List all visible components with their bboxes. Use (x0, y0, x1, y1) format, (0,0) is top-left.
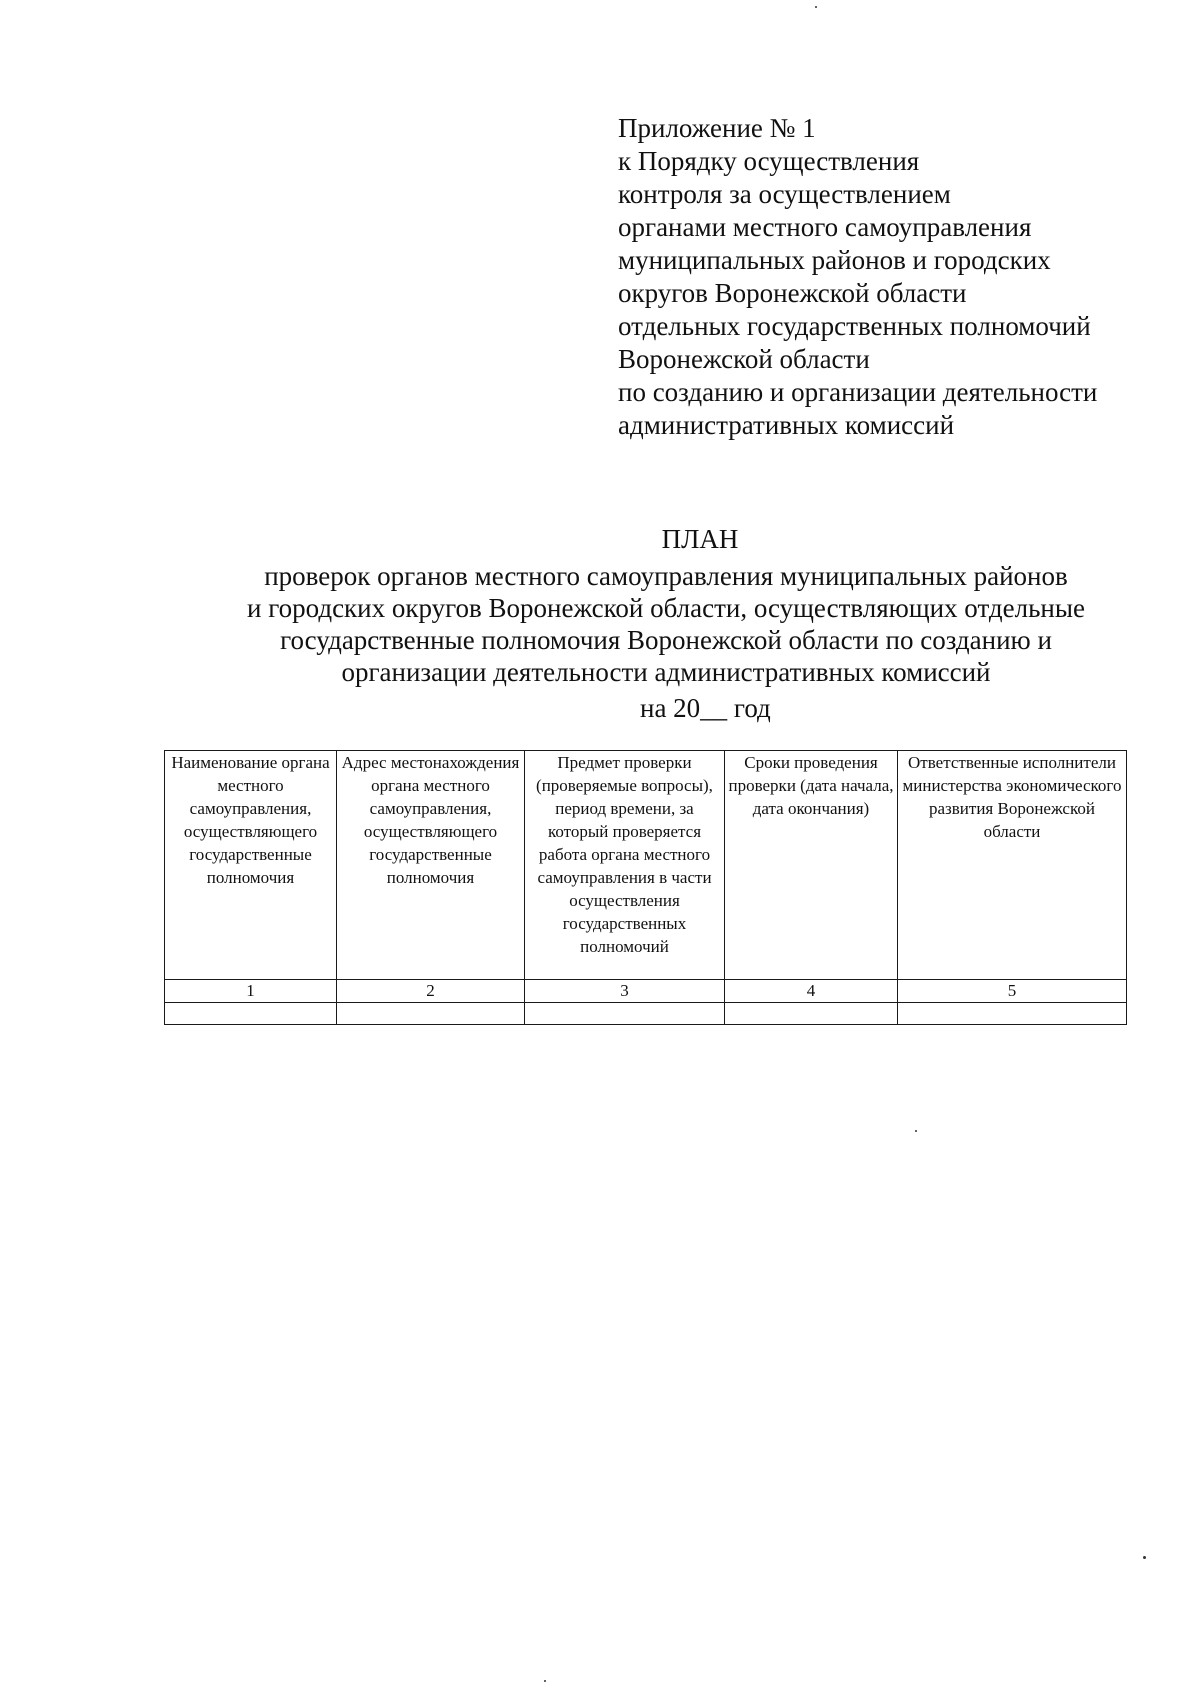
scan-speck (1143, 1556, 1146, 1559)
table-cell (898, 1003, 1127, 1025)
table-cell (165, 1003, 337, 1025)
appendix-line: органами местного самоуправления (618, 212, 1032, 242)
appendix-line: по созданию и организации деятельности (618, 377, 1098, 407)
table-cell (725, 1003, 898, 1025)
appendix-line: к Порядку осуществления (618, 146, 920, 176)
scan-speck (544, 1680, 546, 1682)
scan-speck (915, 1130, 917, 1132)
appendix-line: отдельных государственных полномочий (618, 311, 1091, 341)
column-header-responsible: Ответственные исполнители министерства экономического развития Воронежской области (898, 751, 1127, 980)
plan-year: на 20__ год (640, 693, 771, 723)
table-cell (337, 1003, 525, 1025)
plan-subtitle-line: и городских округов Воронежской области, осуществляющих отдельные (247, 593, 1085, 623)
column-number: 4 (725, 980, 898, 1003)
appendix-line: контроля за осуществлением (618, 179, 951, 209)
plan-table (164, 750, 1127, 1025)
appendix-line: муниципальных районов и городских (618, 245, 1051, 275)
plan-heading: ПЛАН (661, 524, 739, 554)
table-cell (525, 1003, 725, 1025)
column-header-address: Адрес местонахождения органа местного самоуправления, осуществляющего государственные полномочия (337, 751, 525, 980)
column-header-dates: Сроки проведения проверки (дата начала, дата окончания) (725, 751, 898, 980)
table-row (165, 1003, 1127, 1025)
column-number: 2 (337, 980, 525, 1003)
column-header-subject: Предмет проверки (проверяемые вопросы), период времени, за который проверяется работа органа местного самоуправления в части осуществления государственных полномочий (525, 751, 725, 980)
column-number: 5 (898, 980, 1127, 1003)
plan-subtitle-line: проверок органов местного самоуправления муниципальных районов (264, 561, 1068, 591)
column-number-row (165, 980, 1127, 1003)
appendix-line: Воронежской области (618, 344, 870, 374)
plan-subtitle-line: организации деятельности административных комиссий (341, 657, 991, 687)
column-number: 1 (165, 980, 337, 1003)
appendix-line: административных комиссий (618, 410, 955, 440)
table-header-row (165, 751, 1127, 980)
plan-subtitle-line: государственные полномочия Воронежской области по созданию и (280, 625, 1052, 655)
column-header-organ-name: Наименование органа местного самоуправления, осуществляющего государственные полномочия (165, 751, 337, 980)
appendix-header (618, 112, 1178, 442)
plan-subtitle (196, 560, 1136, 688)
appendix-line: Приложение № 1 (618, 113, 816, 143)
column-number: 3 (525, 980, 725, 1003)
appendix-line: округов Воронежской области (618, 278, 967, 308)
scan-speck (815, 6, 817, 8)
